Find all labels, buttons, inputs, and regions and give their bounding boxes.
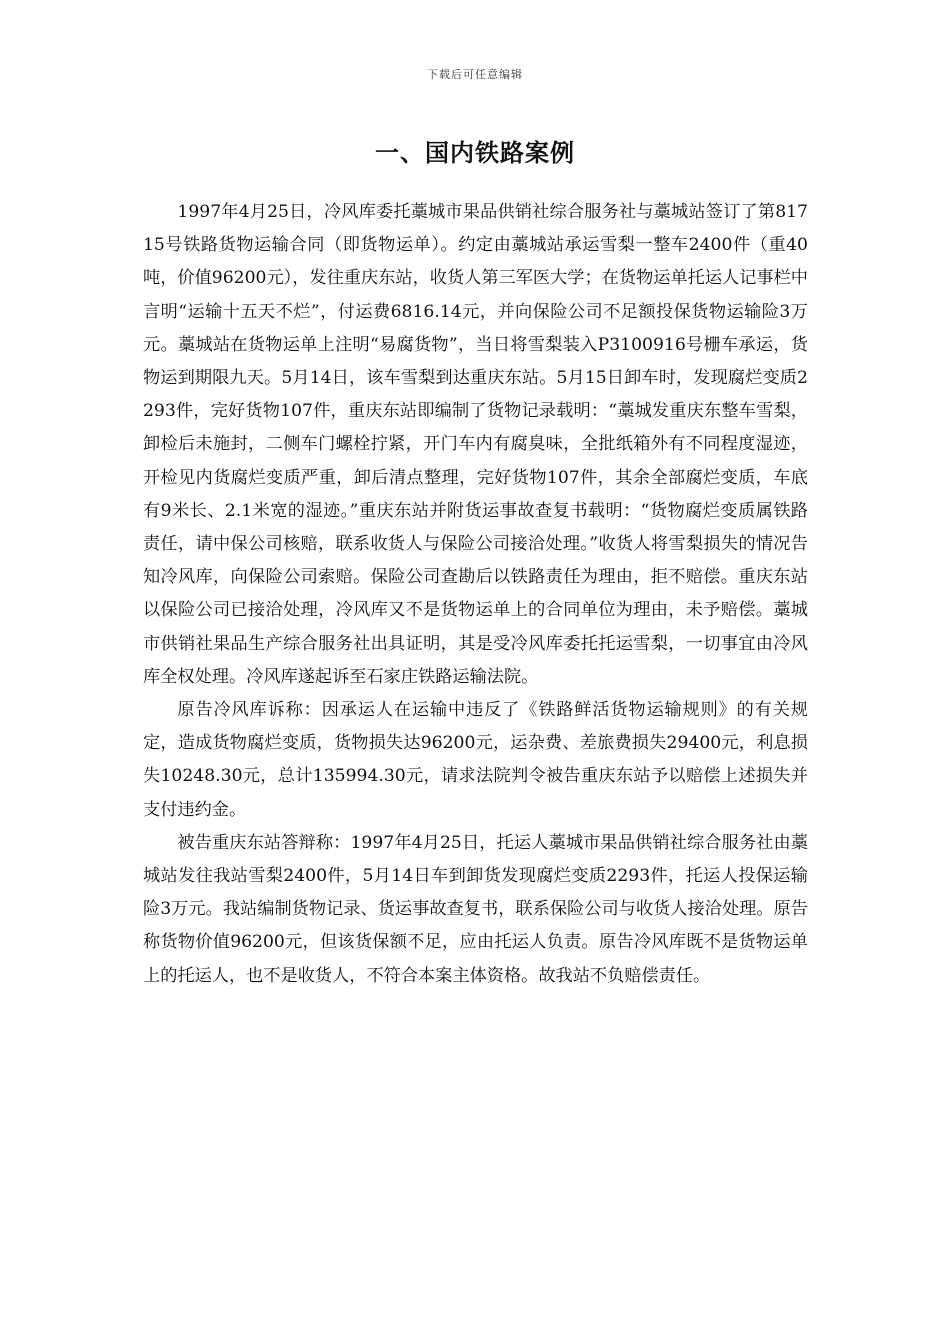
document-body	[143, 196, 808, 993]
document-title: 一、国内铁路案例	[375, 138, 575, 167]
header-note: 下载后可任意编辑	[427, 68, 523, 81]
paragraph-defendant-response: 被告重庆东站答辩称：1997年4月25日，托运人藁城市果品供销社综合服务社由藁城站发往我站雪梨2400件，5月14日车到卸货发现腐烂变质2293件，托运人投保运输险3万元。我站编制货物记录、货运事故查复书，联系保险公司与收货人接洽处理。原告称货物价值96200元，但该货保额不足，应由托运人负责。原告冷风库既不是货物运单上的托运人，也不是收货人，不符合本案主体资格。故我站不负赔偿责任。	[143, 832, 808, 986]
paragraph-case-facts: 1997年4月25日，冷风库委托藁城市果品供销社综合服务社与藁城站签订了第81715号铁路货物运输合同（即货物运单）。约定由藁城站承运雪梨一整车2400件（重40吨，价值96200元），发往重庆东站，收货人第三军医大学；在货物运单托运人记事栏中言明“运输十五天不烂”，付运费6816.14元，并向保险公司不足额投保货物运输险3万元。藁城站在货物运单上注明“易腐货物”，当日将雪梨装入P3100916号栅车承运，货物运到期限九天。5月14日，该车雪梨到达重庆东站。5月15日卸车时，发现腐烂变质2293件，完好货物107件，重庆东站即编制了货物记录载明：“藁城发重庆东整车雪梨，卸检后未施封，二侧车门螺栓拧紧，开门车内有腐臭味，全批纸箱外有不同程度湿迹，开检见内货腐烂变质严重，卸后清点整理，完好货物107件，其余全部腐烂变质，车底有9米长、2.1米宽的湿迹。”重庆东站并附货运事故查复书载明：“货物腐烂变质属铁路责任，请中保公司核赔，联系收货人与保险公司接洽处理。”收货人将雪梨损失的情况告知冷风库，向保险公司索赔。保险公司查勘后以铁路责任为理由，拒不赔偿。重庆东站以保险公司已接洽处理，冷风库又不是货物运单上的合同单位为理由，未予赔偿。藁城市供销社果品生产综合服务社出具证明，其是受冷风库委托托运雪梨，一切事宜由冷风库全权处理。冷风库遂起诉至石家庄铁路运输法院。	[143, 202, 808, 687]
paragraph-plaintiff-claim: 原告冷风库诉称：因承运人在运输中违反了《铁路鲜活货物运输规则》的有关规定，造成货物腐烂变质，货物损失达96200元，运杂费、差旅费损失29400元，利息损失10248.30元，总计135994.30元，请求法院判令被告重庆东站予以赔偿上述损失并支付违约金。	[143, 700, 808, 820]
